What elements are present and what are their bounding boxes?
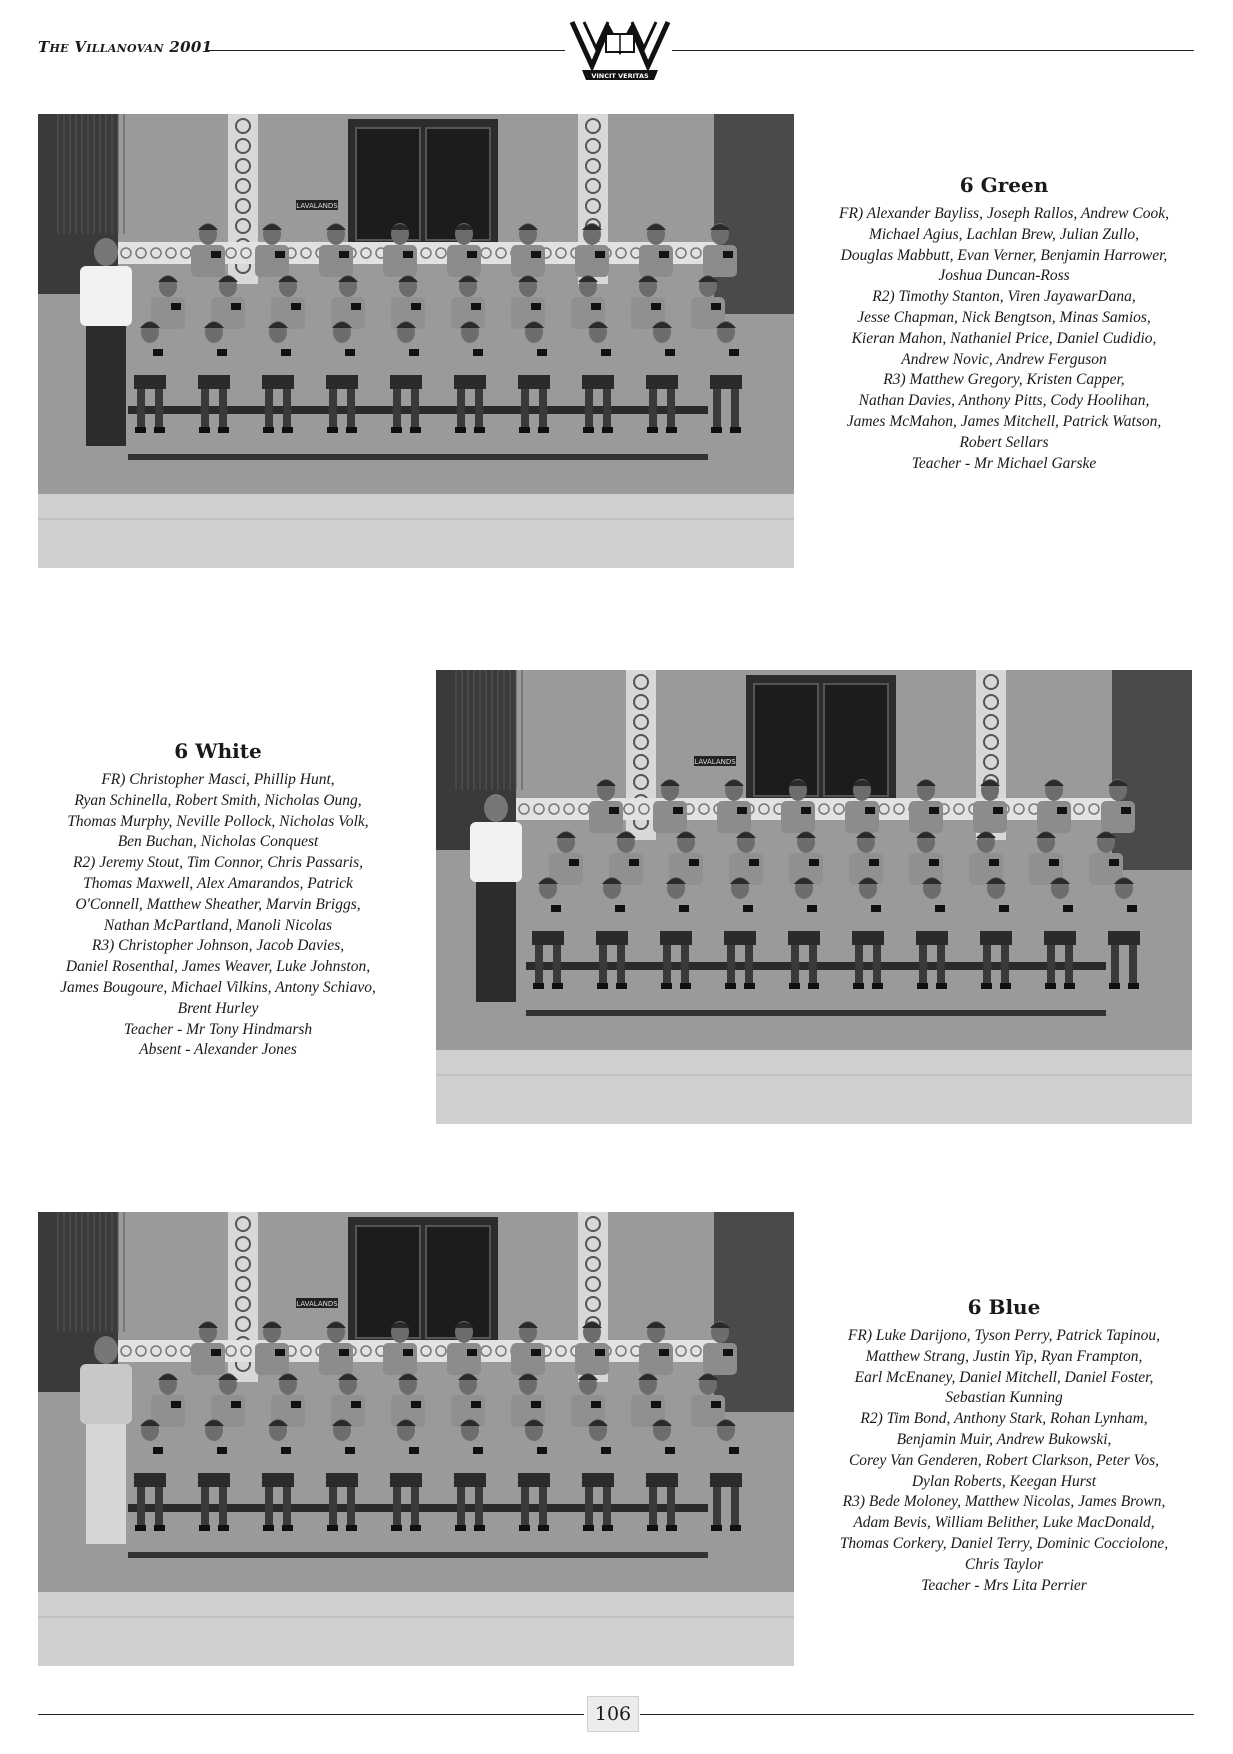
- footer-rule-left: [38, 1714, 584, 1715]
- name-line: R3) Christopher Johnson, Jacob Davies,: [91, 937, 345, 955]
- page-number: 106: [587, 1696, 639, 1732]
- name-line: Ryan Schinella, Robert Smith, Nicholas Oung,: [74, 791, 362, 809]
- class-caption-6-blue: [794, 1294, 1214, 1596]
- name-line: FR) Christopher Masci, Phillip Hunt,: [101, 771, 335, 788]
- name-line: Thomas Murphy, Neville Pollock, Nicholas Volk,: [67, 812, 369, 830]
- name-line: Thomas Maxwell, Alex Amarandos, Patrick: [83, 874, 353, 892]
- name-line: Benjamin Muir, Andrew Bukowski,: [896, 1430, 1112, 1448]
- name-line: Ben Buchan, Nicholas Conquest: [117, 833, 319, 851]
- name-line: Brent Hurley: [177, 999, 259, 1017]
- name-line: FR) Luke Darijono, Tyson Perry, Patrick Tapinou,: [847, 1327, 1161, 1344]
- name-line: R2) Jeremy Stout, Tim Connor, Chris Passaris,: [72, 854, 364, 872]
- name-line: Michael Agius, Lachlan Brew, Julian Zullo,: [868, 225, 1140, 243]
- absent-line: Absent - Alexander Jones: [139, 1041, 297, 1059]
- name-line: Dylan Roberts, Keegan Hurst: [911, 1472, 1097, 1490]
- building-sign: LAVALANDS: [296, 1300, 338, 1308]
- name-line: Daniel Rosenthal, James Weaver, Luke Johnston,: [65, 958, 371, 976]
- name-line: Joshua Duncan-Ross: [938, 267, 1070, 285]
- building-sign: LAVALANDS: [694, 758, 736, 766]
- name-line: Douglas Mabbutt, Evan Verner, Benjamin Harrower,: [840, 246, 1168, 264]
- school-crest-logo: [568, 14, 672, 86]
- class-heading: 6 White: [174, 739, 262, 763]
- publication-title: The Villanovan 2001: [38, 38, 213, 56]
- name-line: R2) Timothy Stanton, Viren JayawarDana,: [872, 288, 1136, 306]
- teacher-line: Teacher - Mr Michael Garske: [911, 454, 1097, 472]
- footer-rule-right: [640, 1714, 1194, 1715]
- class-photo-6-white: [436, 670, 1192, 1124]
- name-line: Earl McEnaney, Daniel Mitchell, Daniel Foster,: [854, 1368, 1154, 1386]
- name-line: Nathan McPartland, Manoli Nicolas: [103, 916, 333, 934]
- name-line: R3) Bede Moloney, Matthew Nicolas, James Brown,: [842, 1493, 1166, 1511]
- header-rule-left: [205, 50, 565, 51]
- name-line: Andrew Novic, Andrew Ferguson: [901, 350, 1107, 368]
- class-photo-6-blue: [38, 1212, 794, 1666]
- class-heading: 6 Green: [959, 173, 1049, 197]
- teacher-line: Teacher - Mrs Lita Perrier: [921, 1576, 1087, 1594]
- name-line: Thomas Corkery, Daniel Terry, Dominic Cocciolone,: [839, 1534, 1169, 1552]
- class-photo-6-green: [38, 114, 794, 568]
- name-line: James Bougoure, Michael Vilkins, Antony Schiavo,: [60, 978, 376, 996]
- name-line: R2) Tim Bond, Anthony Stark, Rohan Lynham,: [860, 1410, 1148, 1428]
- class-heading: 6 Blue: [967, 1295, 1041, 1319]
- name-line: O'Connell, Matthew Sheather, Marvin Briggs,: [75, 895, 361, 913]
- name-line: Kieran Mahon, Nathaniel Price, Daniel Cudidio,: [851, 329, 1157, 347]
- class-caption-6-white: [18, 738, 418, 1061]
- name-line: Robert Sellars: [959, 433, 1049, 451]
- name-line: Nathan Davies, Anthony Pitts, Cody Hoolihan,: [858, 392, 1150, 410]
- name-line: R3) Matthew Gregory, Kristen Capper,: [883, 371, 1125, 389]
- name-line: James McMahon, James Mitchell, Patrick Watson,: [846, 412, 1162, 430]
- name-line: Corey Van Genderen, Robert Clarkson, Peter Vos,: [848, 1451, 1160, 1469]
- name-line: Jesse Chapman, Nick Bengtson, Minas Samios,: [857, 308, 1151, 326]
- header-rule-right: [672, 50, 1194, 51]
- name-line: Chris Taylor: [964, 1555, 1044, 1573]
- name-line: Adam Bevis, William Belither, Luke MacDonald,: [853, 1514, 1155, 1532]
- building-sign: LAVALANDS: [296, 202, 338, 210]
- teacher-line: Teacher - Mr Tony Hindmarsh: [123, 1020, 313, 1038]
- name-line: Matthew Strang, Justin Yip, Ryan Frampton,: [865, 1347, 1143, 1365]
- logo-motto: VINCIT VERITAS: [591, 72, 649, 80]
- name-line: Sebastian Kunning: [945, 1389, 1063, 1407]
- name-line: FR) Alexander Bayliss, Joseph Rallos, Andrew Cook,: [839, 205, 1169, 222]
- class-caption-6-green: [794, 172, 1214, 474]
